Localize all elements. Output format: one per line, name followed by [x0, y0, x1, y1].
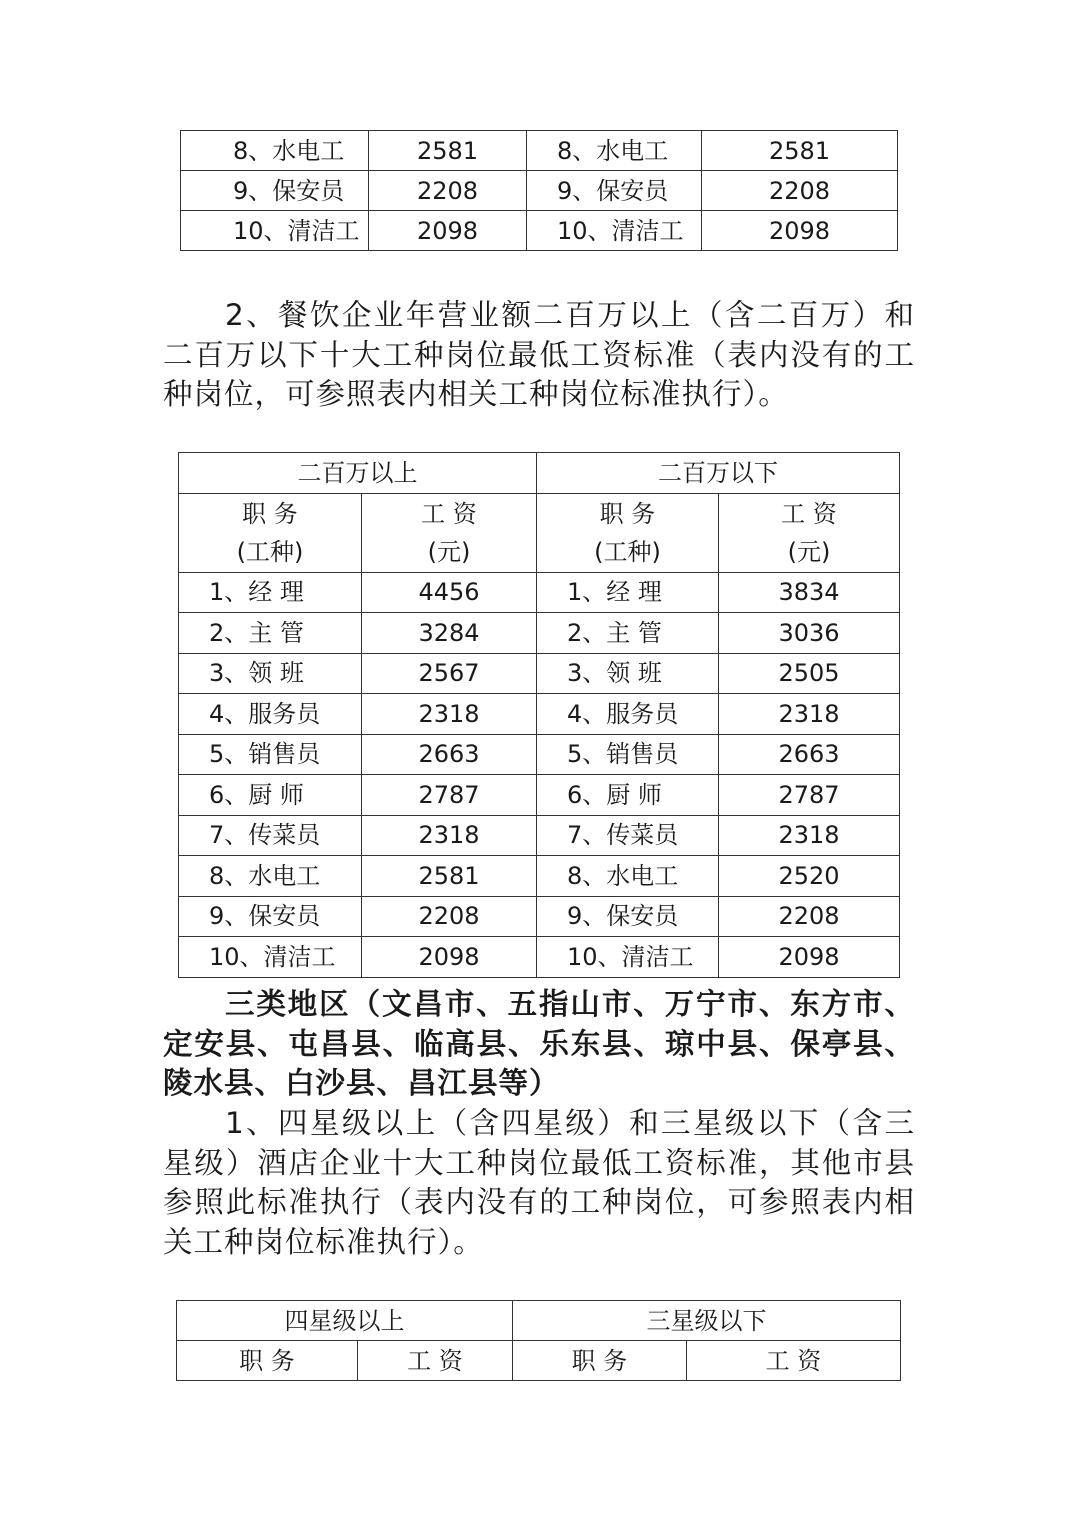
wage-cell: 2581: [369, 131, 527, 171]
column-header-job: 职 务: [513, 1341, 687, 1381]
job-cell: 8、水电工: [181, 131, 369, 171]
column-header-wage: 工 资: [358, 1341, 513, 1381]
table-row: [179, 572, 900, 613]
column-header-row: [177, 1341, 901, 1381]
wage-cell: 2318: [362, 694, 537, 735]
job-cell: 9、保安员: [537, 896, 719, 937]
table-row: [181, 131, 898, 171]
column-header-job: 职 务: [177, 1341, 358, 1381]
group-header-left: 四星级以上: [177, 1301, 513, 1341]
column-header-wage: [362, 493, 537, 572]
wage-cell: 3284: [362, 613, 537, 654]
wage-cell: 2787: [719, 775, 900, 816]
hotel-wage-table-continued: [180, 130, 898, 251]
table-header-row: [179, 453, 900, 494]
col-wage-label: 工 资: [781, 499, 837, 528]
column-header-row: [179, 493, 900, 572]
wage-cell: 2663: [362, 734, 537, 775]
job-cell: 10、清洁工: [527, 211, 702, 251]
column-header-wage: 工 资: [687, 1341, 901, 1381]
wage-cell: 2663: [719, 734, 900, 775]
table-row: [179, 896, 900, 937]
wage-cell: 3834: [719, 572, 900, 613]
job-cell: 1、经 理: [537, 572, 719, 613]
wage-cell: 4456: [362, 572, 537, 613]
job-cell: 5、销售员: [179, 734, 362, 775]
job-cell: 10、清洁工: [181, 211, 369, 251]
wage-cell: 2098: [362, 937, 537, 978]
job-cell: 1、经 理: [179, 572, 362, 613]
wage-cell: 2208: [369, 171, 527, 211]
job-cell: 9、保安员: [179, 896, 362, 937]
wage-cell: 2208: [362, 896, 537, 937]
wage-cell: 2098: [719, 937, 900, 978]
col-job-label: 职 务: [599, 499, 656, 528]
table-header-row: [177, 1301, 901, 1341]
wage-cell: 2567: [362, 653, 537, 694]
job-cell: 3、领 班: [537, 653, 719, 694]
wage-cell: 2318: [719, 815, 900, 856]
job-cell: 8、水电工: [179, 856, 362, 897]
group-header-left: 二百万以上: [179, 453, 537, 494]
wage-cell: 2787: [362, 775, 537, 816]
job-cell: 6、厨 师: [179, 775, 362, 816]
catering-paragraph: 2、餐饮企业年营业额二百万以上（含二百万）和二百万以下十大工种岗位最低工资标准（表内没有的工种岗位，可参照表内相关工种岗位标准执行）。: [163, 298, 915, 411]
job-cell: 10、清洁工: [537, 937, 719, 978]
wage-cell: 2318: [719, 694, 900, 735]
hotel-paragraph: 1、四星级以上（含四星级）和三星级以下（含三星级）酒店企业十大工种岗位最低工资标准，其他市县参照此标准执行（表内没有的工种岗位，可参照表内相关工种岗位标准执行）。: [163, 1106, 915, 1259]
wage-cell: 2098: [369, 211, 527, 251]
job-cell: 5、销售员: [537, 734, 719, 775]
table-row: [179, 734, 900, 775]
table-row: [179, 613, 900, 654]
job-cell: 7、传菜员: [179, 815, 362, 856]
job-cell: 6、厨 师: [537, 775, 719, 816]
wage-cell: 2318: [362, 815, 537, 856]
wage-cell: 2581: [702, 131, 898, 171]
wage-cell: 2520: [719, 856, 900, 897]
column-header-job: [179, 493, 362, 572]
job-cell: 2、主 管: [179, 613, 362, 654]
col-wage-label: 工 资: [421, 499, 477, 528]
col-job-label: 职 务: [242, 499, 298, 528]
wage-cell: 2505: [719, 653, 900, 694]
region3-heading: 三类地区（文昌市、五指山市、万宁市、东方市、定安县、屯昌县、临高县、乐东县、琼中县、保亭县、陵水县、白沙县、昌江县等）: [163, 987, 915, 1100]
job-cell: 3、领 班: [179, 653, 362, 694]
wage-cell: 2208: [719, 896, 900, 937]
table-row: [181, 171, 898, 211]
table-row: [179, 815, 900, 856]
wage-cell: 2208: [702, 171, 898, 211]
job-cell: 9、保安员: [527, 171, 702, 211]
hotel-wage-table: [176, 1300, 901, 1381]
catering-rows: [179, 572, 900, 977]
col-job-sub: (工种): [594, 537, 661, 566]
job-cell: 10、清洁工: [179, 937, 362, 978]
job-cell: 8、水电工: [527, 131, 702, 171]
group-header-right: 三星级以下: [513, 1301, 901, 1341]
col-wage-sub: (元): [427, 537, 471, 566]
table-row: [179, 653, 900, 694]
job-cell: 4、服务员: [179, 694, 362, 735]
col-job-sub: (工种): [236, 537, 304, 566]
wage-cell: 2581: [362, 856, 537, 897]
job-cell: 2、主 管: [537, 613, 719, 654]
job-cell: 4、服务员: [537, 694, 719, 735]
job-cell: 8、水电工: [537, 856, 719, 897]
column-header-wage: [719, 493, 900, 572]
col-wage-sub: (元): [787, 537, 831, 566]
table-row: [179, 694, 900, 735]
wage-cell: 2098: [702, 211, 898, 251]
table-row: [179, 775, 900, 816]
catering-wage-table: [178, 452, 900, 978]
wage-cell: 3036: [719, 613, 900, 654]
column-header-job: [537, 493, 719, 572]
table-row: [179, 937, 900, 978]
table-row: [181, 211, 898, 251]
job-cell: 9、保安员: [181, 171, 369, 211]
job-cell: 7、传菜员: [537, 815, 719, 856]
group-header-right: 二百万以下: [537, 453, 900, 494]
table-row: [179, 856, 900, 897]
